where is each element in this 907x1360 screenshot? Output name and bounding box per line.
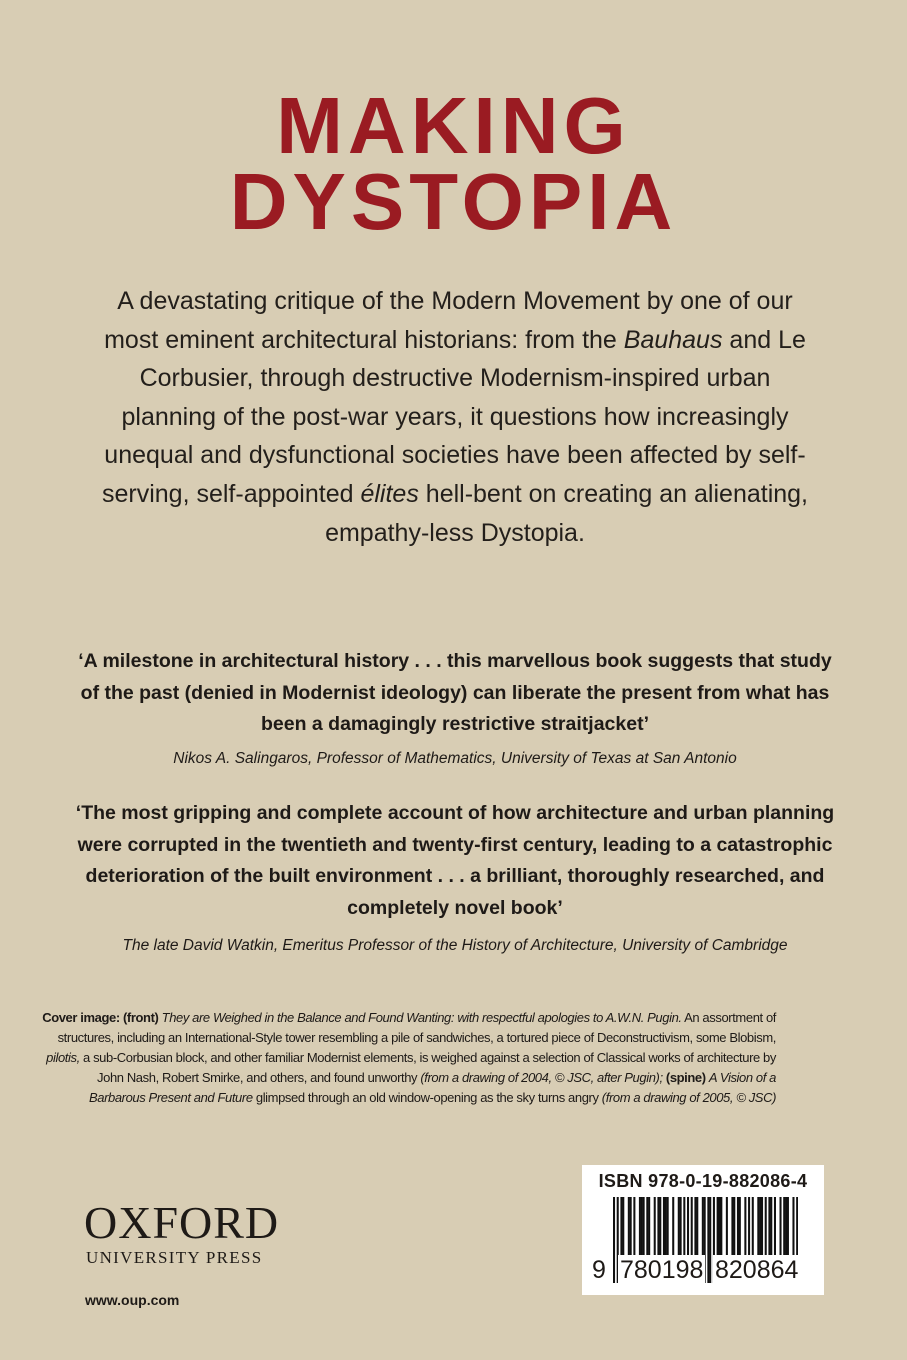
caption-text: a sub-Corbusian block, and other familiar Modernist elements, is weighed against a selection of Classical works of architecture by John Nash, Robert Smirke, and others, and found unworthy [79, 1050, 776, 1085]
barcode-bar [709, 1197, 711, 1283]
title-line-2: DYSTOPIA [229, 157, 678, 246]
caption-credit-1: (from a drawing of 2004, © JSC, after Pugin); [420, 1070, 663, 1085]
cover-image-caption [40, 1008, 776, 1108]
description-bauhaus: Bauhaus [623, 325, 723, 354]
description-text: and Le Corbusier, through destructive Modernism-inspired urban planning of the post-war years, it questions how increasingly unequal and dysfunctional societies have been affected by self-serving, self-appointed [101, 325, 806, 508]
caption-pilotis: pilotis, [46, 1050, 80, 1065]
caption-text: glimpsed through an old window-opening as the sky turns angry [252, 1090, 602, 1105]
caption-credit-2: (from a drawing of 2005, © JSC) [601, 1090, 776, 1105]
caption-spine-title: A Vision of a Barbarous Present and Future [88, 1070, 776, 1105]
description-text: A devastating critique of the Modern Movement by one of our most eminent architectural historians: from the [104, 287, 793, 354]
review-attribution-1: Nikos A. Salingaros, Professor of Mathematics, University of Texas at San Antonio [173, 750, 737, 767]
review-quote-1: ‘A milestone in architectural history . . . this marvellous book suggests that study of the past (denied in Modernist ideology) can liberate the present from what has been a damagingly restrictive straitjacket’ [78, 650, 832, 735]
publisher-website[interactable]: www.oup.com [85, 1292, 180, 1308]
barcode-group-1: 780198 [620, 1256, 704, 1284]
isbn-barcode [582, 1165, 824, 1295]
caption-text: An assortment of structures, including an International-Style tower resembling a pile of sandwiches, a tortured piece of Deconstructivism, some Blobism, [57, 1010, 776, 1045]
book-description [100, 282, 810, 552]
barcode-bar [707, 1197, 709, 1283]
description-text: hell-bent on creating an alienating, empathy-less Dystopia. [325, 479, 809, 547]
review-attribution-2: The late David Watkin, Emeritus Professor of the History of Architecture, University of Cambridge [122, 937, 788, 954]
caption-spine-label: (spine) [662, 1070, 709, 1085]
review-quote-2: ‘The most gripping and complete account of how architecture and urban planning were corrupted in the twentieth and twenty-first century, leading to a catastrophic deterioration of the built environment . . . a brilliant, thoroughly researched, and completely novel book’ [75, 802, 835, 919]
barcode-digit-first: 9 [592, 1256, 606, 1284]
description-elites: élites [360, 479, 419, 508]
title-line-1: MAKING [276, 81, 631, 170]
caption-label: Cover image: (front) [42, 1010, 159, 1025]
publisher-subtitle: UNIVERSITY PRESS [86, 1248, 263, 1267]
publisher-logo: OXFORD [84, 1197, 280, 1248]
barcode-bar [613, 1197, 615, 1283]
isbn-text: ISBN 978-0-19-882086-4 [598, 1171, 808, 1191]
caption-front-title: They are Weighed in the Balance and Found Wanting: with respectful apologies to A.W.N. Pugin. [161, 1010, 682, 1025]
barcode-group-2: 820864 [715, 1256, 799, 1284]
